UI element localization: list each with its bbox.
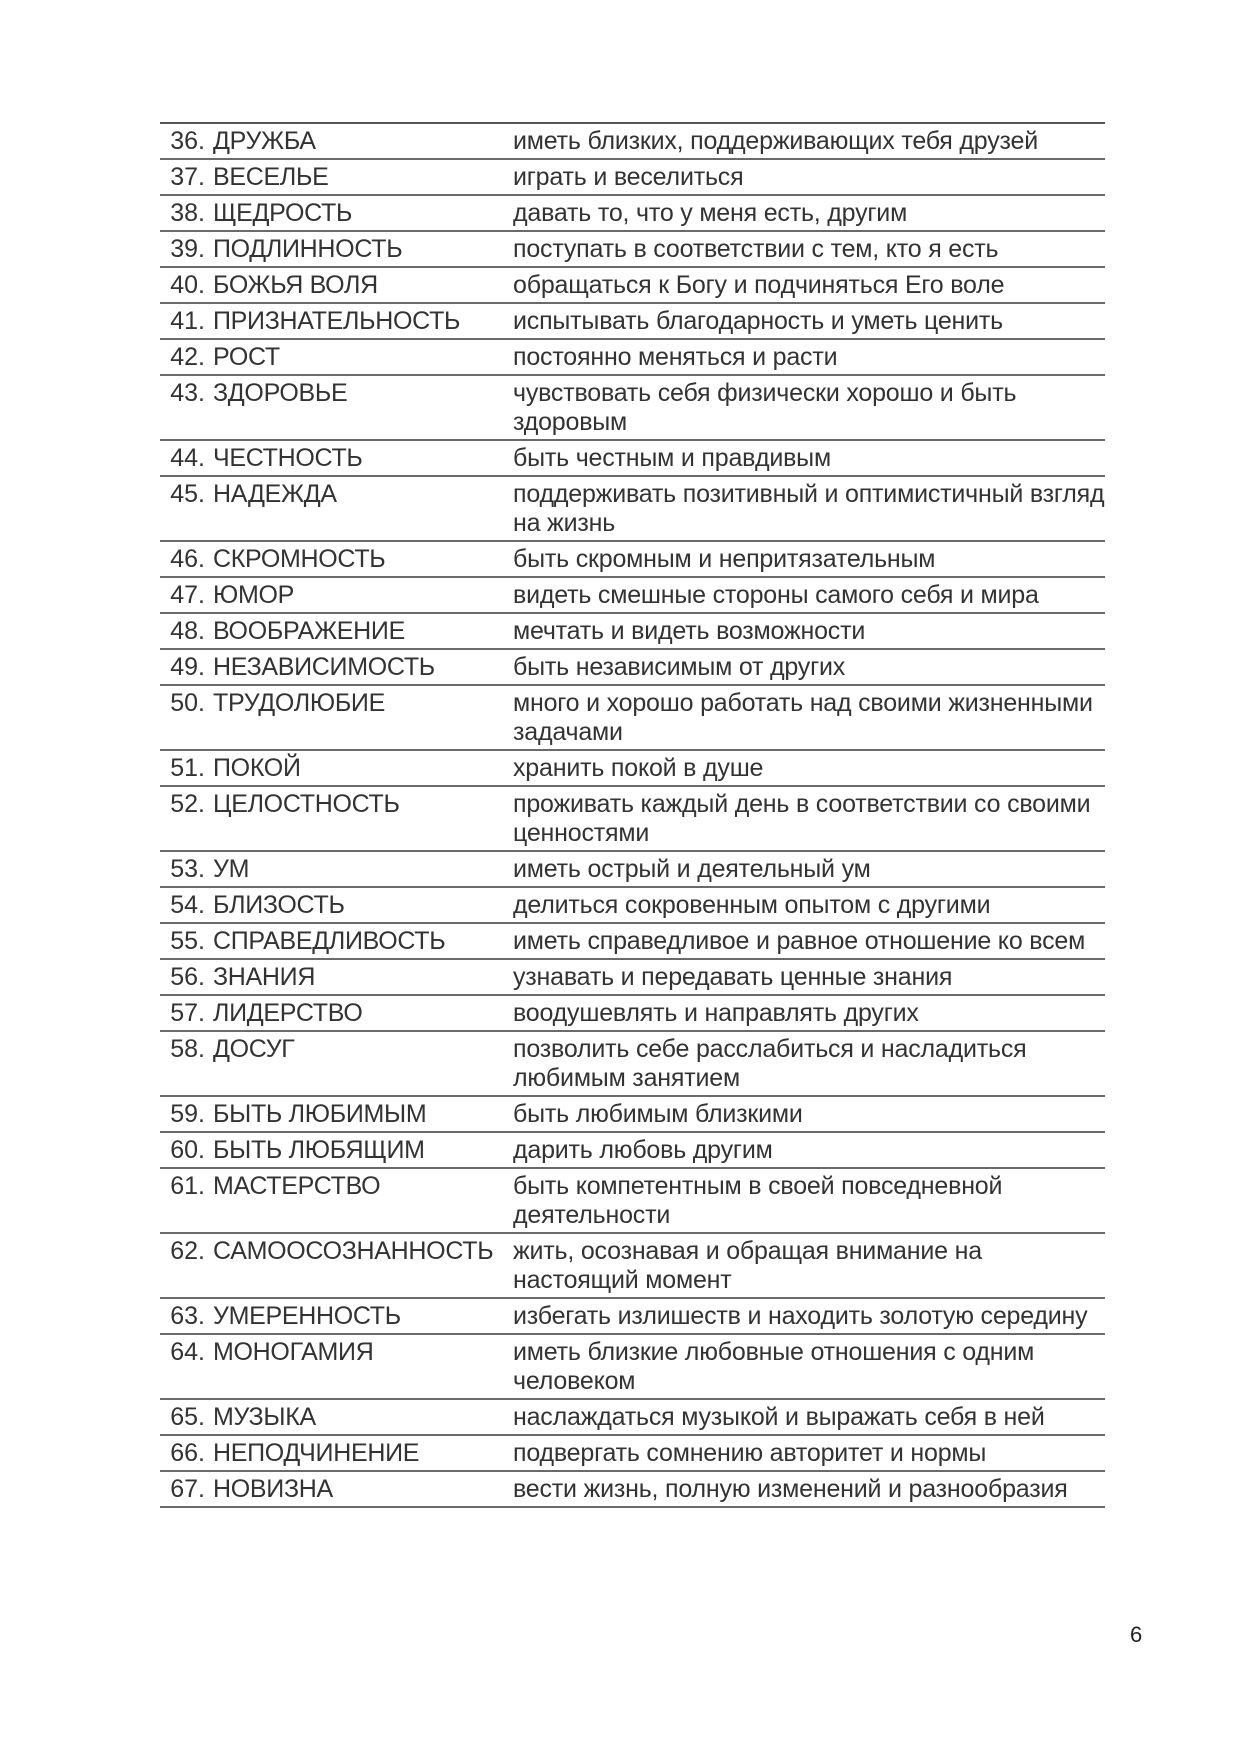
value-number: 47. (160, 577, 213, 613)
value-number: 63. (160, 1298, 213, 1334)
value-number: 67. (160, 1471, 213, 1507)
value-description: испытывать благодарность и уметь ценить (513, 303, 1105, 339)
value-number: 61. (160, 1168, 213, 1233)
value-description: иметь острый и деятельный ум (513, 851, 1105, 887)
value-row (160, 195, 1105, 231)
value-name: ЗДОРОВЬЕ (213, 375, 513, 440)
value-number: 36. (160, 123, 213, 159)
value-name: БЛИЗОСТЬ (213, 887, 513, 923)
value-description: делиться сокровенным опытом с другими (513, 887, 1105, 923)
value-number: 65. (160, 1399, 213, 1435)
page-number: 6 (1130, 1622, 1143, 1647)
value-number: 43. (160, 375, 213, 440)
value-description: дарить любовь другим (513, 1132, 1105, 1168)
value-name: НЕЗАВИСИМОСТЬ (213, 649, 513, 685)
value-name: ЦЕЛОСТНОСТЬ (213, 786, 513, 851)
value-description: наслаждаться музыкой и выражать себя в ней (513, 1399, 1105, 1435)
value-number: 42. (160, 339, 213, 375)
value-number: 55. (160, 923, 213, 959)
value-description: быть компетентным в своей повседневной деятельности (513, 1168, 1105, 1233)
value-row (160, 231, 1105, 267)
value-row (160, 959, 1105, 995)
value-description: подвергать сомнению авторитет и нормы (513, 1435, 1105, 1471)
value-row (160, 440, 1105, 476)
value-number: 66. (160, 1435, 213, 1471)
value-number: 44. (160, 440, 213, 476)
value-description: поступать в соответствии с тем, кто я есть (513, 231, 1105, 267)
value-name: ВЕСЕЛЬЕ (213, 159, 513, 195)
value-description: хранить покой в душе (513, 750, 1105, 786)
value-number: 41. (160, 303, 213, 339)
value-description: вести жизнь, полную изменений и разнообразия (513, 1471, 1105, 1507)
value-name: ДОСУГ (213, 1031, 513, 1096)
value-row (160, 1399, 1105, 1435)
value-row (160, 476, 1105, 541)
value-number: 58. (160, 1031, 213, 1096)
value-description: быть скромным и непритязательным (513, 541, 1105, 577)
value-number: 39. (160, 231, 213, 267)
value-number: 62. (160, 1233, 213, 1298)
value-name: ПРИЗНАТЕЛЬНОСТЬ (213, 303, 513, 339)
value-row (160, 685, 1105, 750)
value-name: ПОКОЙ (213, 750, 513, 786)
value-name: ПОДЛИННОСТЬ (213, 231, 513, 267)
value-row (160, 995, 1105, 1031)
value-description: позволить себе расслабиться и насладиться любимым занятием (513, 1031, 1105, 1096)
value-name: БЫТЬ ЛЮБЯЩИМ (213, 1132, 513, 1168)
value-description: жить, осознавая и обращая внимание на настоящий момент (513, 1233, 1105, 1298)
value-row (160, 1031, 1105, 1096)
values-table-body (160, 123, 1105, 1507)
value-number: 45. (160, 476, 213, 541)
value-description: много и хорошо работать над своими жизненными задачами (513, 685, 1105, 750)
value-description: проживать каждый день в соответствии со своими ценностями (513, 786, 1105, 851)
value-number: 56. (160, 959, 213, 995)
value-number: 37. (160, 159, 213, 195)
value-row (160, 577, 1105, 613)
value-number: 64. (160, 1334, 213, 1399)
value-name: СКРОМНОСТЬ (213, 541, 513, 577)
value-description: избегать излишеств и находить золотую середину (513, 1298, 1105, 1334)
value-number: 40. (160, 267, 213, 303)
value-number: 38. (160, 195, 213, 231)
value-row (160, 267, 1105, 303)
value-name: БОЖЬЯ ВОЛЯ (213, 267, 513, 303)
value-name: МАСТЕРСТВО (213, 1168, 513, 1233)
value-row (160, 750, 1105, 786)
value-name: ЧЕСТНОСТЬ (213, 440, 513, 476)
value-description: поддерживать позитивный и оптимистичный взгляд на жизнь (513, 476, 1105, 541)
value-row (160, 1096, 1105, 1132)
value-row (160, 339, 1105, 375)
value-row (160, 1435, 1105, 1471)
value-row (160, 613, 1105, 649)
value-description: давать то, что у меня есть, другим (513, 195, 1105, 231)
value-row (160, 303, 1105, 339)
value-description: мечтать и видеть возможности (513, 613, 1105, 649)
value-number: 60. (160, 1132, 213, 1168)
value-row (160, 541, 1105, 577)
value-row (160, 851, 1105, 887)
value-row (160, 159, 1105, 195)
value-row (160, 123, 1105, 159)
value-name: МОНОГАМИЯ (213, 1334, 513, 1399)
value-row (160, 375, 1105, 440)
value-description: иметь справедливое и равное отношение ко всем (513, 923, 1105, 959)
value-row (160, 887, 1105, 923)
value-name: ЗНАНИЯ (213, 959, 513, 995)
value-description: играть и веселиться (513, 159, 1105, 195)
value-row (160, 786, 1105, 851)
value-name: ЩЕДРОСТЬ (213, 195, 513, 231)
value-number: 48. (160, 613, 213, 649)
value-name: СПРАВЕДЛИВОСТЬ (213, 923, 513, 959)
value-name: ДРУЖБА (213, 123, 513, 159)
value-description: обращаться к Богу и подчиняться Его воле (513, 267, 1105, 303)
values-table (160, 122, 1105, 1508)
value-name: МУЗЫКА (213, 1399, 513, 1435)
value-number: 52. (160, 786, 213, 851)
value-name: НАДЕЖДА (213, 476, 513, 541)
value-number: 49. (160, 649, 213, 685)
value-row (160, 1132, 1105, 1168)
value-row (160, 1168, 1105, 1233)
value-name: ВООБРАЖЕНИЕ (213, 613, 513, 649)
value-description: иметь близкие любовные отношения с одним человеком (513, 1334, 1105, 1399)
value-description: постоянно меняться и расти (513, 339, 1105, 375)
value-name: УМЕРЕННОСТЬ (213, 1298, 513, 1334)
value-row (160, 1471, 1105, 1507)
value-number: 57. (160, 995, 213, 1031)
value-number: 54. (160, 887, 213, 923)
value-description: быть честным и правдивым (513, 440, 1105, 476)
value-number: 51. (160, 750, 213, 786)
value-name: БЫТЬ ЛЮБИМЫМ (213, 1096, 513, 1132)
value-number: 46. (160, 541, 213, 577)
value-description: быть любимым близкими (513, 1096, 1105, 1132)
value-name: НОВИЗНА (213, 1471, 513, 1507)
value-description: узнавать и передавать ценные знания (513, 959, 1105, 995)
value-name: ЮМОР (213, 577, 513, 613)
value-name: САМООСОЗНАННОСТЬ (213, 1233, 513, 1298)
value-description: воодушевлять и направлять других (513, 995, 1105, 1031)
value-row (160, 1334, 1105, 1399)
value-name: УМ (213, 851, 513, 887)
value-number: 53. (160, 851, 213, 887)
value-description: иметь близких, поддерживающих тебя друзей (513, 123, 1105, 159)
value-description: быть независимым от других (513, 649, 1105, 685)
value-number: 50. (160, 685, 213, 750)
value-row (160, 923, 1105, 959)
value-row (160, 1298, 1105, 1334)
value-description: видеть смешные стороны самого себя и мира (513, 577, 1105, 613)
value-row (160, 1233, 1105, 1298)
value-number: 59. (160, 1096, 213, 1132)
value-name: ТРУДОЛЮБИЕ (213, 685, 513, 750)
value-description: чувствовать себя физически хорошо и быть здоровым (513, 375, 1105, 440)
value-name: НЕПОДЧИНЕНИЕ (213, 1435, 513, 1471)
value-row (160, 649, 1105, 685)
value-name: РОСТ (213, 339, 513, 375)
value-name: ЛИДЕРСТВО (213, 995, 513, 1031)
